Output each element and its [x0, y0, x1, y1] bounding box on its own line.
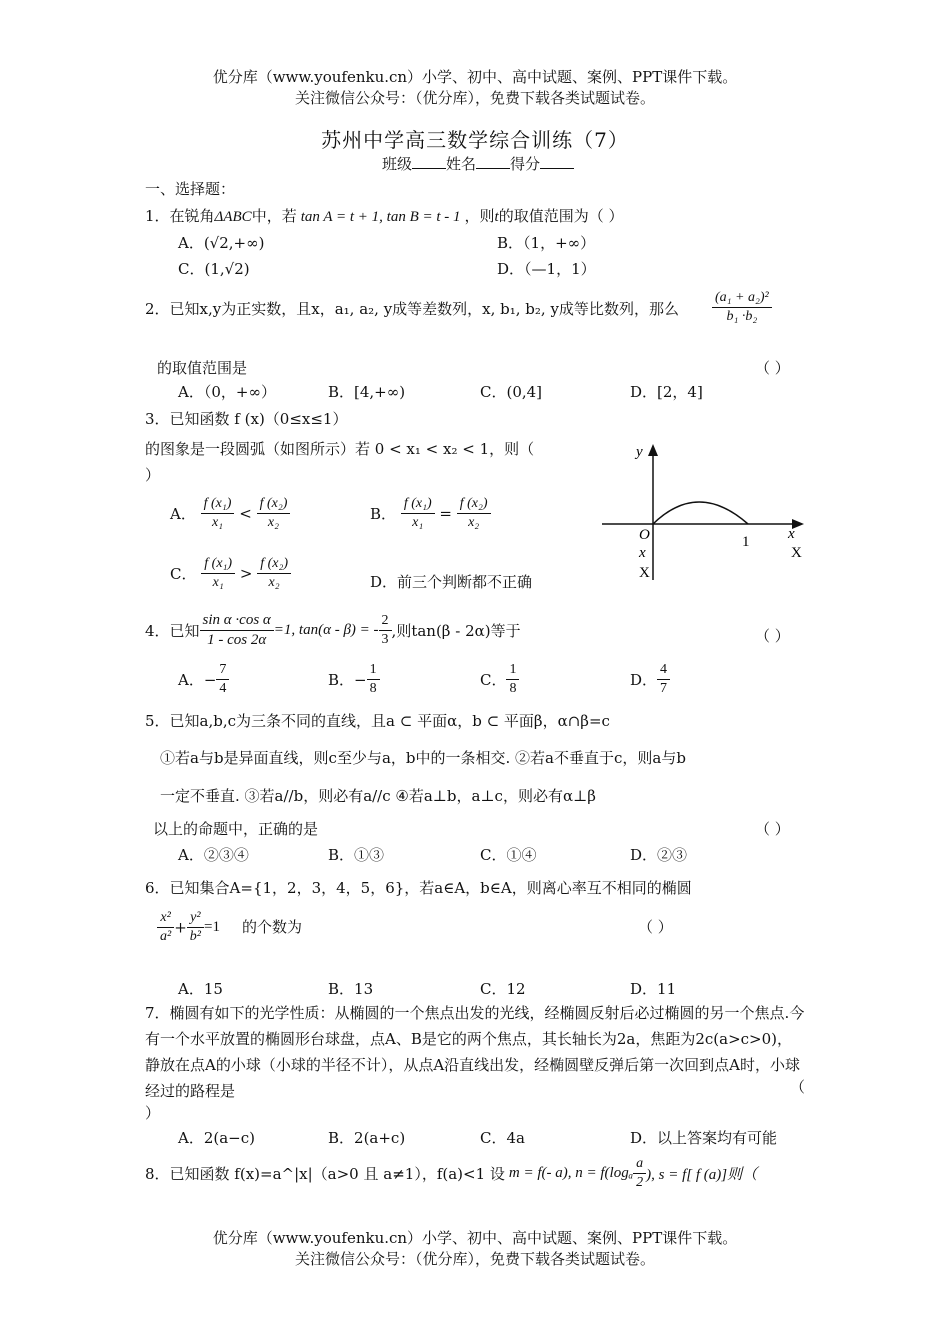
q6-answer-paren: （ ） — [638, 918, 673, 936]
section-heading: 一、选择题： — [145, 180, 236, 198]
arc-curve — [653, 502, 748, 524]
origin-label: O — [639, 527, 650, 543]
q7-answer-paren-close: ） — [145, 1104, 161, 1122]
q5-answer-paren: （ ） — [755, 820, 790, 838]
q2-option-a: A．（0，+∞） — [178, 383, 276, 401]
q3-arc-graph — [598, 440, 813, 585]
q1-option-c: C．(1,√2) — [178, 260, 250, 278]
name-label: 姓名 — [446, 155, 477, 173]
footer-line-2: 关注微信公众号：（优分库），免费下载各类试题试卷。 — [294, 1250, 655, 1268]
stray-x-label: x — [639, 545, 646, 561]
x-label: x — [788, 526, 795, 542]
q7-answer-paren-open: （ — [790, 1078, 806, 1096]
question-3-stem: 3．已知函数 f (x)（0≤x≤1） — [145, 410, 348, 428]
score-label: 得分 — [510, 155, 541, 173]
q4-option-d: D． $\frac{4}{7}$ — [630, 662, 670, 697]
q6-ellipse-equation: $\frac{\text{x²}}{\text{a²}}$ + $\frac{\text{y²}}{\text{b²}}$ =1 — [157, 910, 220, 945]
question-8-stem: 8．已知函数 f(x)=a^|x|（a>0 且 a≠1），f(a)<1 设 m = f(- a), n = f(logₐ $\frac{a}{2}$ ), s = f[ f (a)]则（ — [145, 1156, 758, 1190]
q5-option-d: D．②③ — [630, 846, 688, 864]
q2-option-d: D．[2，4] — [630, 383, 703, 401]
q6-option-c: C．12 — [480, 980, 526, 998]
question-3-stem-3: ） — [145, 466, 161, 484]
question-6-stem: 6．已知集合A={1，2，3，4，5，6}，若a∈A，b∈A，则离心率互不相同的椭圆 — [145, 879, 692, 897]
q5-option-c: C．①④ — [480, 846, 537, 864]
y-label: y — [636, 444, 643, 460]
footer-line-1: 优分库（www.youfenku.cn）小学、初中、高中试题、案例、PPT课件下载。 — [212, 1229, 738, 1247]
q6-option-b: B．13 — [328, 980, 374, 998]
question-5-stem: 5．已知a,b,c为三条不同的直线，且a ⊂ 平面α，b ⊂ 平面β，α∩β=c — [145, 712, 610, 730]
q2-option-b: B．[4,+∞) — [328, 383, 406, 401]
page-title: 苏州中学高三数学综合训练（7） — [321, 128, 629, 152]
q5-statement-line-2: 一定不垂直. ③若a//b，则必有a//c ④若a⊥b，a⊥c，则必有α⊥β — [160, 787, 596, 805]
q6-tail-text: 的个数为 — [242, 918, 303, 936]
q7-option-a: A．2(a−c) — [178, 1129, 255, 1147]
question-3-stem-2: 的图象是一段圆弧（如图所示）若 0 < x₁ < x₂ < 1，则（ — [145, 440, 535, 458]
q4-answer-paren: （ ） — [755, 627, 790, 645]
q4-option-b: B．− $\frac{1}{8}$ — [328, 662, 380, 697]
q2-answer-paren: （ ） — [755, 359, 790, 377]
q7-option-c: C．4a — [480, 1129, 525, 1147]
q3-option-b: B． $\frac{\text{f (x₁)}}{\text{x₁}}$ = $\frac{\text{f (x₂)}}{\text{x₂}}$ — [370, 496, 491, 531]
q5-prompt: 以上的命题中，正确的是 — [153, 820, 319, 838]
tick-one-label: 1 — [742, 534, 750, 550]
q7-option-d: D．以上答案均有可能 — [630, 1129, 778, 1147]
stray-X-label-bottom: X — [639, 565, 650, 581]
q4-option-c: C． $\frac{1}{8}$ — [480, 662, 519, 697]
header-line-1: 优分库（www.youfenku.cn）小学、初中、高中试题、案例、PPT课件下载。 — [212, 68, 738, 86]
header-line-2: 关注微信公众号：（优分库），免费下载各类试题试卷。 — [294, 89, 655, 107]
question-7-text: 7．椭圆有如下的光学性质：从椭圆的一个焦点出发的光线，经椭圆反射后必过椭圆的另一个焦点.今有一个水平放置的椭圆形台球盘，点A、B是它的两个焦点，其长轴长为2a，焦距为2c(a>c>0)，静放在点A的小球（小球的半径不计），从点A沿直线出发，经椭圆壁反弹后第一次回到点A时，小球经过的路程是 — [145, 1004, 805, 1100]
q3-option-a: A． $\frac{\text{f (x₁)}}{\text{x₁}}$ < $\frac{\text{f (x₂)}}{\text{x₂}}$ — [170, 496, 290, 531]
q5-option-a: A．②③④ — [178, 846, 249, 864]
q6-option-a: A．15 — [178, 980, 223, 998]
q1-option-d: D．（—1，1） — [497, 260, 596, 278]
stray-X-label-right: X — [791, 545, 802, 561]
q1-option-b: B．（1，+∞） — [497, 234, 596, 252]
q3-option-d: D．前三个判断都不正确 — [370, 573, 533, 591]
q1-option-a: A．(√2,+∞) — [178, 234, 265, 252]
q6-option-d: D．11 — [630, 980, 677, 998]
q3-option-c: C． $\frac{\text{f (x₁)}}{\text{x₁}}$ > $\frac{\text{f (x₂)}}{\text{x₂}}$ — [170, 556, 291, 591]
question-1-stem: 1．在锐角ΔABC中，若 tan A = t + 1, tan B = t - 1 ，则t的取值范围为（ ） — [145, 207, 624, 225]
question-2-stem: 2．已知x,y为正实数，且x，a₁, a₂, y成等差数列，x, b₁, b₂, y成等比数列，那么 — [145, 300, 679, 318]
student-info — [382, 153, 574, 174]
q5-statement-line-1: ①若a与b是异面直线，则c至少与a，b中的一条相交. ②若a不垂直于c，则a与b — [160, 749, 686, 767]
q2-option-c: C．(0,4] — [480, 383, 543, 401]
q2-fraction: $\frac{\text{(a₁ + a₂)²}}{\text{b₁ ·b₂}}$ — [712, 290, 772, 325]
q4-option-a: A．− $\frac{7}{4}$ — [178, 662, 229, 697]
q5-option-b: B．①③ — [328, 846, 385, 864]
q7-option-b: B．2(a+c) — [328, 1129, 406, 1147]
y-axis-arrow — [648, 444, 658, 456]
class-label: 班级 — [382, 155, 413, 173]
question-4-stem: 4．已知 $\frac{\text{sin α ·cos α}}{1 - \cos 2\alpha}$ =1, tan(α - β) = - $\frac{2}{3}$ ,则tan(β - 2α)等于 — [145, 612, 521, 648]
q2-range-text: 的取值范围是 — [157, 359, 248, 377]
